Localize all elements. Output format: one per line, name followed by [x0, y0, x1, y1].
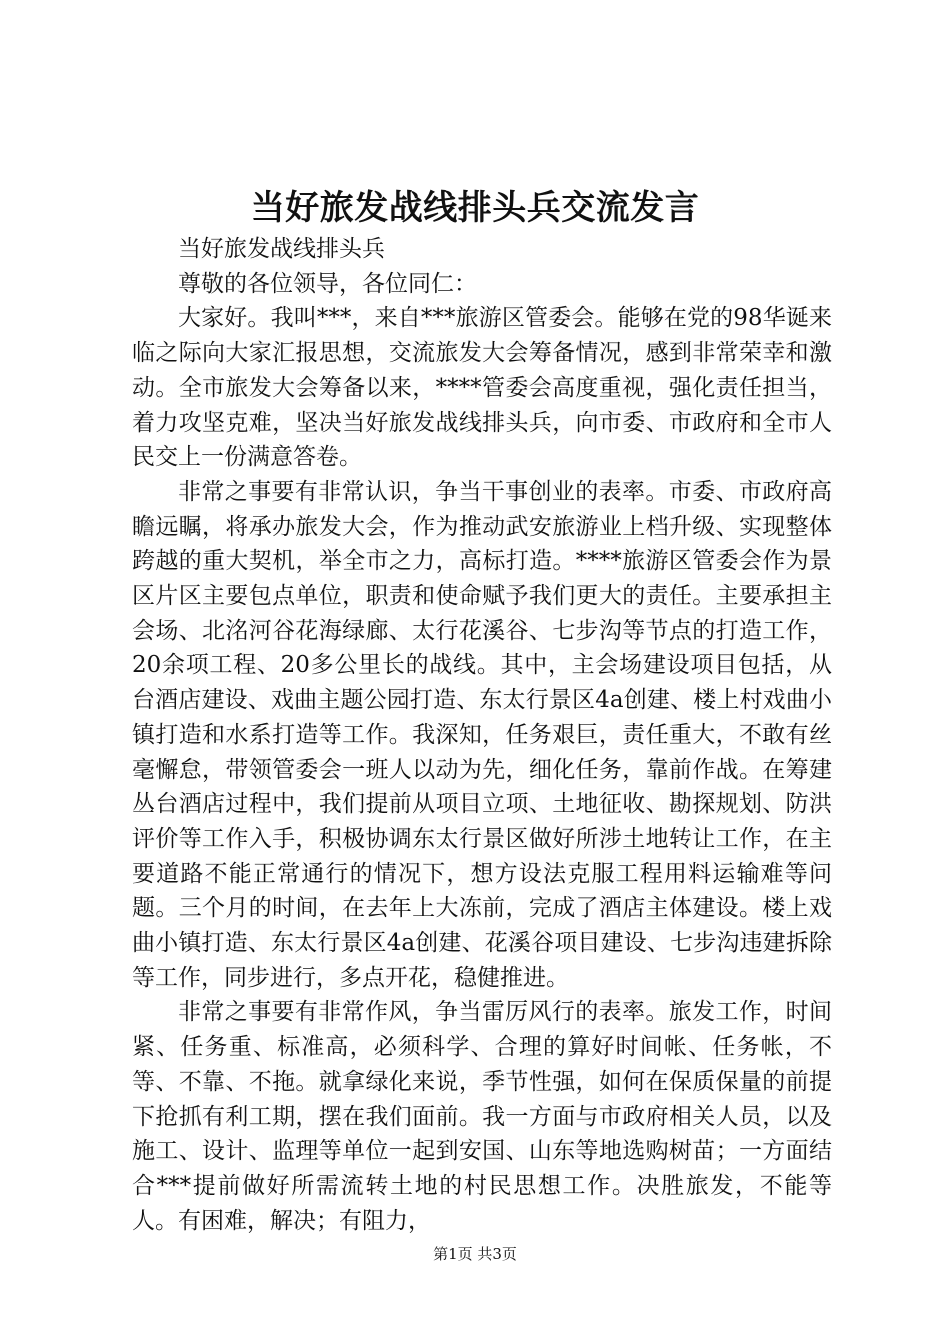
subtitle-paragraph: 当好旅发战线排头兵: [178, 236, 385, 262]
salutation-paragraph: 尊敬的各位领导，各位同仁：: [178, 270, 477, 297]
body-paragraph: 非常之事要有非常作风，争当雷厉风行的表率。旅发工作，时间紧、任务重、标准高，必须科学、合理的算好时间帐、任务帐，不等、不靠、不拖。就拿绿化来说，季节性强，如何在保质保量的前提下抢抓有利工期，摆在我们面前。我一方面与市政府相关人员，以及施工、设计、监理等单位一起到安国、山东等地选购树苗；一方面结合***提前做好所需流转土地的村民思想工作。决胜旅发，不能等人。有困难，解决；有阻力，: [132, 999, 832, 1234]
body-paragraph: 非常之事要有非常认识，争当干事创业的表率。市委、市政府高瞻远瞩，将承办旅发大会，作为推动武安旅游业上档升级、实现整体跨越的重大契机，举全市之力，高标打造。****旅游区管委会作为景区片区主要包点单位，职责和使命赋予我们更大的责任。主要承担主会场、北洺河谷花海绿廊、太行花溪谷、七步沟等节点的打造工作，20余项工程、20多公里长的战线。其中，主会场建设项目包括，从台酒店建设、戏曲主题公园打造、东太行景区4a创建、楼上村戏曲小镇打造和水系打造等工作。我深知，任务艰巨，责任重大，不敢有丝毫懈怠，带领管委会一班人以动为先，细化任务，靠前作战。在筹建丛台酒店过程中，我们提前从项目立项、土地征收、勘探规划、防洪评价等工作入手，积极协调东太行景区做好所涉土地转让工作，在主要道路不能正常通行的情况下，想方设法克服工程用料运输难等问题。三个月的时间，在去年上大冻前，完成了酒店主体建设。楼上戏曲小镇打造、东太行景区4a创建、花溪谷项目建设、七步沟违建拆除等工作，同步进行，多点开花，稳健推进。: [132, 478, 832, 991]
document-title: 当好旅发战线排头兵交流发言: [250, 188, 700, 228]
document-body: [132, 232, 832, 1238]
page-number-footer: 第1页 共3页: [433, 1245, 517, 1263]
body-paragraph: 大家好。我叫***，来自***旅游区管委会。能够在党的98华诞来临之际向大家汇报思想，交流旅发大会筹备情况，感到非常荣幸和激动。全市旅发大会筹备以来，****管委会高度重视，强化责任担当，着力攻坚克难，坚决当好旅发战线排头兵，向市委、市政府和全市人民交上一份满意答卷。: [132, 305, 832, 471]
